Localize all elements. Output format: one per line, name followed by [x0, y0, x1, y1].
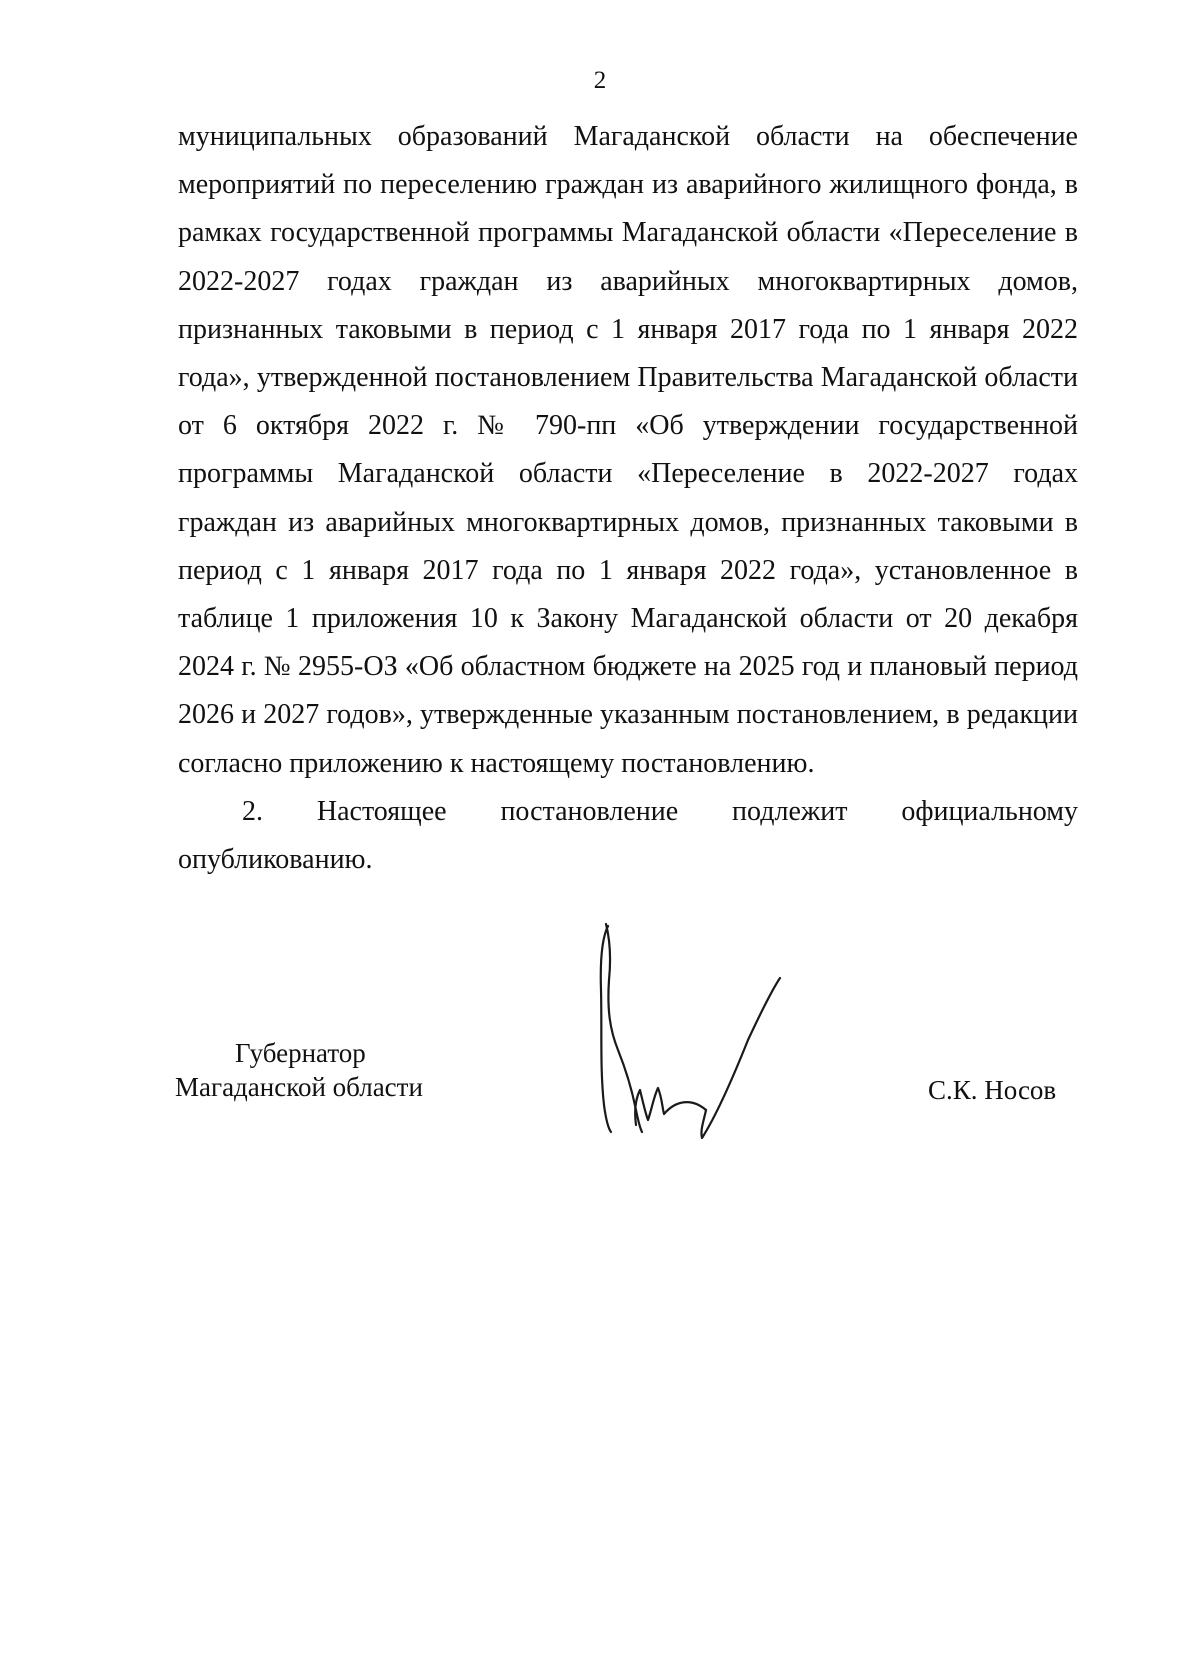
signature-stroke-3 — [635, 1088, 706, 1125]
signatory-name: С.К. Носов — [928, 1075, 1057, 1105]
paragraph-2: 2. Настоящее постановление подлежит официальному опубликованию. — [178, 795, 1078, 876]
signatory-position-line-2: Магаданской области — [175, 1072, 423, 1102]
document-body — [178, 113, 1078, 884]
signatory-position — [175, 1036, 423, 1104]
signatory-position-line-1: Губернатор — [235, 1038, 366, 1068]
paragraph-1: муниципальных образований Магаданской области на обеспечение мероприятий по переселению граждан из аварийного жилищного фонда, в рамках государственной программы Магаданской области «Переселение в 2022-2027 годах граждан из аварийных многоквартирных домов, признанных таковыми в период с 1 января 2017 года по 1 января 2022 года», утвержденной постановлением Правительства Магаданской области от 6 октября 2022 г. № 790-пп «Об утверждении государственной программы Магаданской области «Переселение в 2022-2027 годах граждан из аварийных многоквартирных домов, признанных таковыми в период с 1 января 2017 года по 1 января 2022 года», установленное в таблице 1 приложения 10 к Закону Магаданской области от 20 декабря 2024 г. № 2955-ОЗ «Об областном бюджете на 2025 год и плановый период 2026 и 2027 годов», утвержденные указанным постановлением, в редакции согласно приложению к настоящему постановлению. — [178, 121, 1078, 779]
handwritten-signature — [596, 920, 826, 1150]
signature-stroke-4 — [701, 978, 780, 1138]
page-number: 2 — [593, 67, 607, 94]
